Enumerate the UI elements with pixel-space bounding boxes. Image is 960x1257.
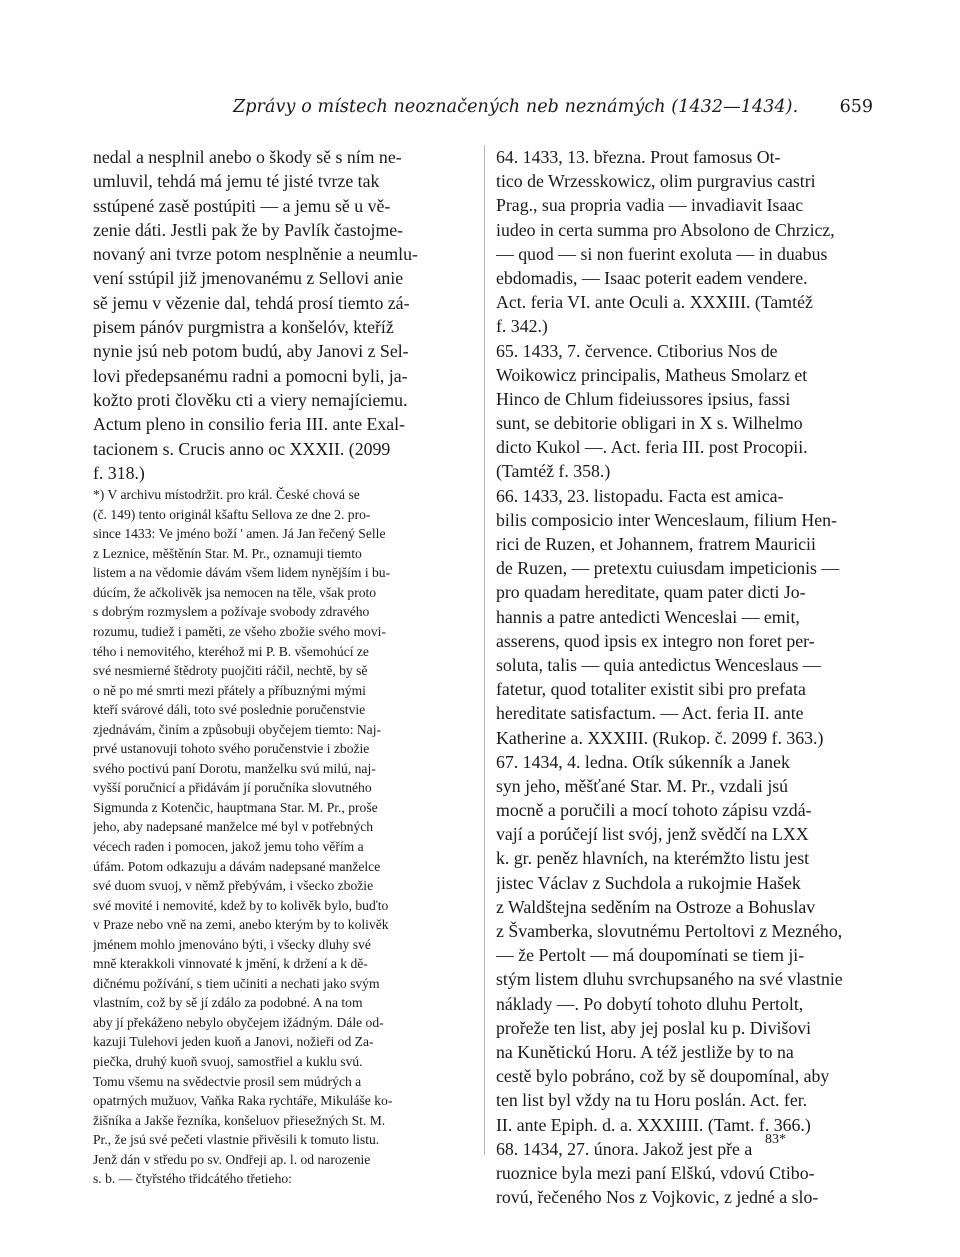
right-main-line: Act. feria VI. ante Oculi a. XXXIII. (Tamtéž [496,292,813,313]
left-main-line: zenie dáti. Jestli pak že by Pavlík častojme- [93,219,404,240]
footnote-line: tého i nemovitého, kteréhož mi P. B. všemohúcí ze [93,643,369,659]
footnote-line: *) V archivu místodržit. pro král. České chová se [93,487,360,503]
right-main-line: Woikowicz principalis, Matheus Smolarz et [496,364,808,385]
left-main-line: kožto proti člověku cti a viery nemajíciemu. [93,389,408,410]
right-main-line: Katherine a. XXXIII. (Rukop. č. 2099 f. 363.) [496,727,824,748]
right-main-line: 68. 1434, 27. února. Jakož jest pře a [496,1138,753,1159]
right-main-line: mocně a poručili a mocí tohoto zápisu vzdá- [496,800,812,821]
right-main-line: de Ruzen, — pretextu cuiusdam impeticionis — [496,558,840,579]
right-main-line: rici de Ruzen, et Johannem, fratrem Mauricii [496,534,816,554]
footnote-line: vlastním, což by sě jí zdálo za podobné. A na tom [93,995,363,1011]
right-main-line: — quod — si non fuerint exoluta — in duabus [496,243,828,264]
right-main-line: pro quadam hereditate, quam pater dicti Jo- [496,582,806,603]
footnote-line: jménem mohlo jmenováno býti, i všecky dluhy své [93,936,371,952]
right-main-line: tico de Wrzesskowicz, olim purgravius castri [496,171,816,192]
footnote-line: kazuji Tulehovi jeden kuoň a Janovi, nožieři od Za- [93,1034,374,1050]
right-main-line: sunt, se debitorie obligari in X s. Wilhelmo [496,413,803,434]
right-main-line: fatetur, quod totaliter existit sibi pro prefata [496,679,806,700]
footnote-line: piečka, druhý kuoň svuoj, samostřiel a kuklu svú. [93,1054,363,1070]
left-column [93,145,473,1189]
footnote-line: o ně po mé smrti mezi přátely a příbuznými mými [93,682,366,698]
column-divider [484,145,485,1155]
left-main-line: nynie jsú neb potom budú, aby Janovi z Sel- [93,341,409,362]
left-main-line: sstúpené zasě postúpiti — a jemu sě u vě- [93,195,391,216]
right-main-line: Hinco de Chlum fideiussores ipsius, fassi [496,388,791,409]
footnote-line: since 1433: Ve jméno boží ' amen. Já Jan řečený Selle [93,526,386,542]
right-main-line: asserens, quod ipsis ex integro non foret per- [496,630,815,651]
footnote-line: vyšší poručnicí a přidávám jí poručníka slovutného [93,780,372,796]
footnote-line: kteří svárové dáli, toto své poslednie poručenstvie [93,702,366,718]
right-main-line: náklady —. Po dobytí tohoto dluhu Pertolt, [496,993,804,1014]
footnote [93,485,473,1189]
right-main-line: z Waldštejna seděním na Ostroze a Bohuslav [496,896,816,917]
right-main-line: na Kunětickú Horu. A též jestliže by to na [496,1041,794,1062]
right-main-line: ebdomadis, — Isaac poterit eadem vendere. [496,267,808,288]
right-main-line: syn jeho, měšťané Star. M. Pr., vzdali jsú [496,775,789,796]
right-main-line: iudeo in certa summa pro Absolono de Chrzicz, [496,219,835,240]
left-main-text [93,145,473,485]
footnote-line: s dobrým rozmyslem a požívaje svobody zdravého [93,604,370,620]
right-main-line: 65. 1433, 7. července. Ctiborius Nos de [496,340,778,361]
footnote-line: úfám. Potom odkazuju a dávám nadepsané manželce [93,858,381,874]
footnote-line: zjednávám, činím a způsobuji obyčejem tiemto: Naj- [93,721,382,737]
right-main-line: (Tamtéž f. 358.) [496,461,611,482]
footnote-line: žišníka a Jakše řezníka, konšeluov přiesežných St. M. [93,1112,386,1128]
footnote-line: opatrných mužuov, Vaňka Raka rychtáře, Mikuláše ko- [93,1093,393,1109]
left-main-line: lovi předepsanému radni a pomocni byli, ja- [93,365,408,386]
footnote-line: dičnému požívání, s tiem učiniti a nechati jako svým [93,975,380,991]
right-main-line: 64. 1433, 13. března. Prout famosus Ot- [496,147,781,167]
signature-mark: 83* [765,1132,786,1147]
page-header [93,97,873,121]
right-main-line: ruoznice byla mezi paní Elškú, vdovú Ctibo- [496,1162,815,1183]
right-main-text [496,145,872,1209]
footnote-line: Jenž dán v středu po sv. Ondřeji ap. l. od narozenie [93,1151,371,1167]
right-main-line: soluta, talis — quia antedictus Wenceslaus — [496,654,821,675]
footnote-line: jeho, aby nadepsané manželce mé byl v potřebných [93,819,374,835]
right-main-line: 67. 1434, 4. ledna. Otík súkenník a Janek [496,751,790,772]
right-main-line: hereditate satisfactum. — Act. feria II. ante [496,703,804,724]
footnote-line: (č. 149) tento originál kšaftu Sellova ze dne 2. pro- [93,506,371,522]
left-main-line: umluvil, tehdá má jemu té jisté tvrze tak [93,171,380,192]
footnote-line: aby jí překáženo nebylo obyčejem ižádným. Dále od- [93,1014,384,1030]
left-main-line: tacionem s. Crucis anno oc XXXII. (2099 [93,438,391,459]
footnote-line: dúcím, že ačkolivěk jsa nemocen na těle, však proto [93,584,377,600]
right-main-line: II. ante Epiph. d. a. XXXIIII. (Tamt. f. 366.) [496,1114,811,1135]
left-main-line: nedal a nesplnil anebo o škody sě s ním ne- [93,147,402,167]
left-main-line: novaný ani tvrze potom nesplněnie a neumlu- [93,244,418,265]
left-main-line: sě jemu v vězenie dal, tehdá prosí tiemto zá- [93,292,410,313]
footnote-line: rozumu, tudiež i paměti, ze všeho zbožie svého movi- [93,623,386,639]
left-main-line: vení sstúpil již jmenovanému z Sellovi anie [93,268,404,289]
right-main-line: Prag., sua propria vadia — invadiavit Isaac [496,195,804,216]
footnote-line: Tomu všemu na svědectvie prosil sem múdrých a [93,1073,362,1089]
left-main-line: Actum pleno in consilio feria III. ante Exal- [93,414,406,435]
footnote-line: mně kterakkoli vinnovaté k jmění, k držení a k dě- [93,956,368,972]
right-main-line: k. gr. peněz hlavních, na kterémžto listu jest [496,848,810,869]
right-main-line: hannis a patre antedicti Wenceslai — emit, [496,606,800,627]
right-main-line: prořeže ten list, aby jej poslal ku p. Divišovi [496,1017,812,1038]
footnote-line: s. b. — čtyřstého třidcátého třetieho: [93,1171,292,1187]
footnote-line: svého poctivú paní Dorotu, manželku svú milú, naj- [93,760,376,776]
page-number: 659 [839,97,873,117]
left-main-line: pisem pánóv purgmistra a konšelóv, kteříž [93,317,394,338]
right-main-line: 66. 1433, 23. listopadu. Facta est amica- [496,485,784,506]
right-main-line: vají a porúčejí list svój, jenž svědčí na LXX [496,824,809,845]
footnote-line: z Leznice, měštěnín Star. M. Pr., oznamuji tiemto [93,545,362,561]
footnote-line: své nesmierné štědroty puojčiti ráčil, nechtě, by sě [93,663,368,679]
running-title: Zprávy o místech neoznačených neb neznámých (1432—1434). [233,97,799,117]
right-main-line: cestě bylo pobráno, což by sě doupomínal, aby [496,1066,830,1087]
footnote-line: v Praze nebo vně na zemi, anebo kterým by to kolivěk [93,917,389,933]
right-main-line: bilis composicio inter Wenceslaum, filium Hen- [496,509,837,530]
footnote-line: listem a na vědomie dávám všem lidem nynějším i bu- [93,565,391,581]
footnote-line: své movité i nemovité, kdež by to kolivěk bylo, buďto [93,897,389,913]
right-column [496,145,872,1209]
footnote-line: Sigmunda z Kotenčic, hauptmana Star. M. Pr., proše [93,799,378,815]
footnote-line: vécech raden i pomocen, jakož jemu toho věřím a [93,839,364,854]
right-main-line: dicto Kukol —. Act. feria III. post Procopii. [496,437,808,458]
footnote-line: Pr., že jsú své pečeti vlastnie přivěsili k tomuto listu. [93,1132,380,1148]
right-main-line: jistec Václav z Suchdola a rukojmie Hašek [496,872,801,893]
footnote-line: prvé ustanovuji tohoto svého poručenstvie i zbožie [93,741,370,757]
right-main-line: ten list byl vždy na tu Horu poslán. Act. fer. [496,1090,808,1111]
right-main-line: rovú, řečeného Nos z Vojkovic, z jedné a slo- [496,1187,819,1208]
right-main-line: stým listem dluhu svrchupsaného na své vlastnie [496,969,843,990]
right-main-line: f. 342.) [496,316,548,337]
right-main-line: z Švamberka, slovutnému Pertoltovi z Mezného, [496,921,843,941]
footnote-line: své duom svuoj, v němž přebývám, i všecko zbožie [93,878,374,894]
left-main-line: f. 318.) [93,462,145,483]
right-main-line: — že Pertolt — má doupomínati se tiem ji- [496,945,805,966]
